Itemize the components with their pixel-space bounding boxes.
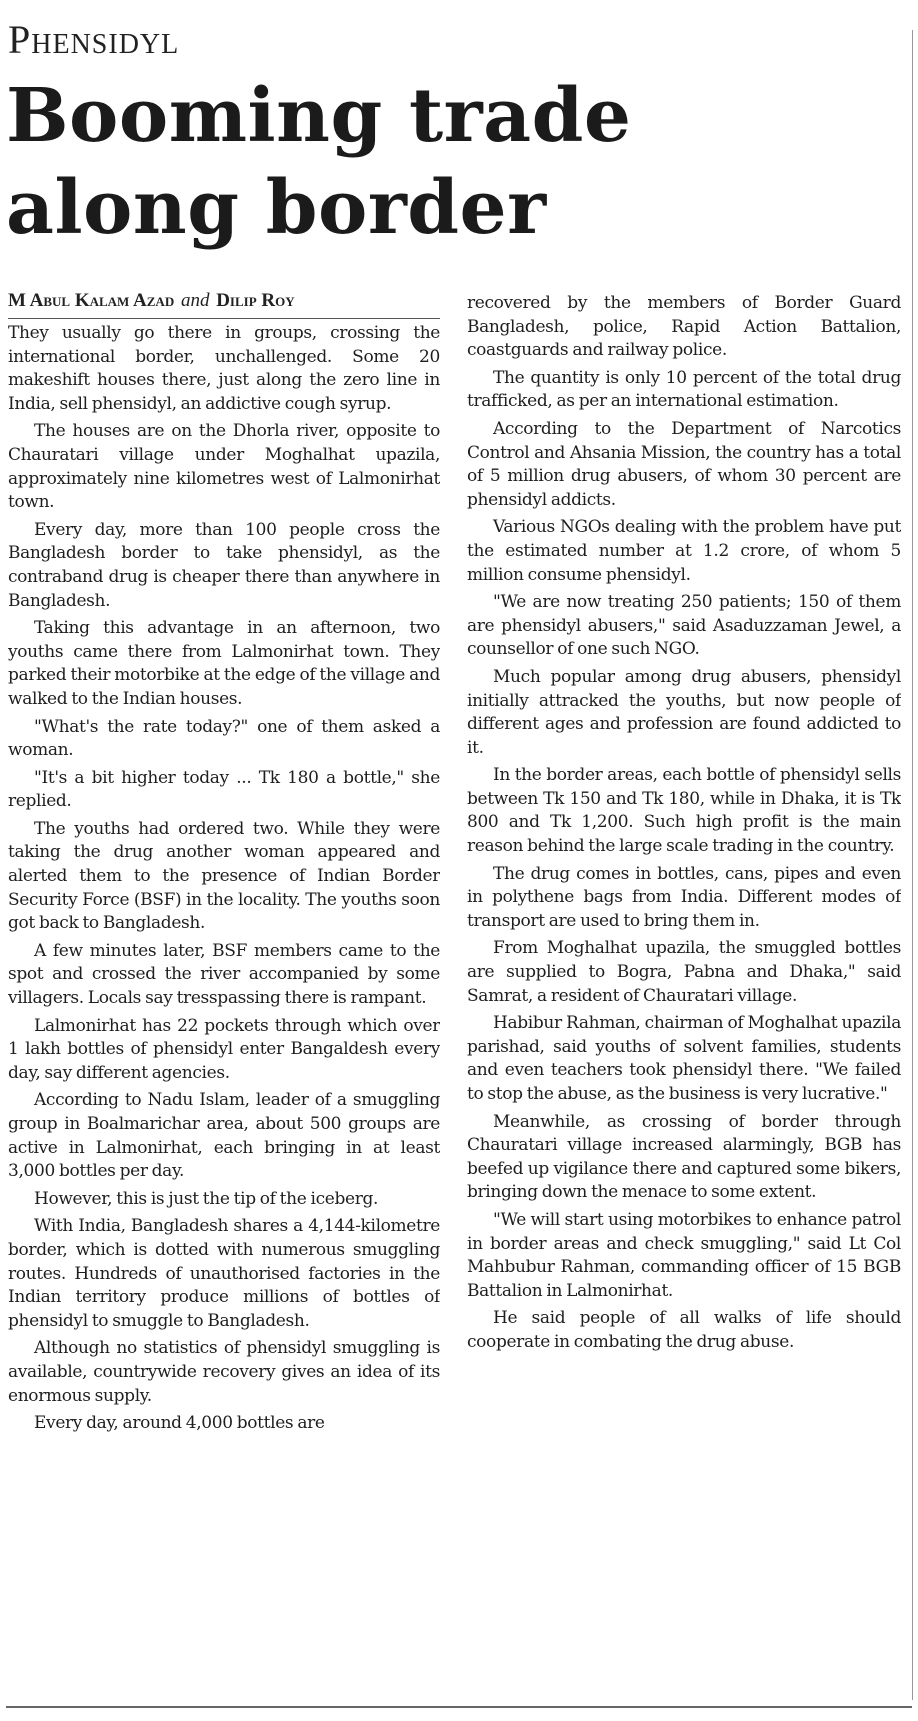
- paragraph: A few minutes later, BSF members came to the spot and crossed the river accompanied by some villagers. Locals say tresspassing there is rampant.: [8, 940, 440, 1009]
- paragraph: Various NGOs dealing with the problem have put the estimated number at 1.2 crore, of whom 5 million consume phensidyl.: [467, 517, 901, 585]
- paragraph: Although no statistics of phensidyl smuggling is available, countrywide recovery gives an idea of its enormous supply.: [8, 1338, 440, 1406]
- paragraph: The drug comes in bottles, cans, pipes and even in polythene bags from India. Different modes of transport are used to bring them in.: [467, 863, 901, 931]
- paragraph: With India, Bangladesh shares a 4,144-kilometre border, which is dotted with numerous smuggling routes. Hundreds of unauthorised factories in the Indian territory produce millions of bottles of phensidyl to smuggle to Bangladesh.: [8, 1216, 440, 1331]
- paragraph: The quantity is only 10 percent of the total drug trafficked, as per an international estimation.: [467, 367, 901, 412]
- paragraph: He said people of all walks of life should cooperate in combating the drug abuse.: [467, 1308, 901, 1352]
- paragraph: Taking this advantage in an afternoon, two youths came there from Lalmonirhat town. They parked their motorbike at the edge of the village and walked to the Indian houses.: [8, 618, 440, 709]
- paragraph: "It's a bit higher today ... Tk 180 a bottle," she replied.: [8, 767, 440, 812]
- paragraph: They usually go there in groups, crossing the international border, unchallenged. Some 20 makeshift houses there, just along the zero line in India, sell phensidyl, an addictive cough syrup.: [8, 323, 440, 414]
- paragraph: Meanwhile, as crossing of border through Chauratari village increased alarmingly, BGB has beefed up vigilance there and captured some bikers, bringing down the menace to some extent.: [467, 1111, 901, 1203]
- paragraph: "We are now treating 250 patients; 150 of them are phensidyl abusers," said Asaduzzaman Jewel, a counsellor of one such NGO.: [467, 592, 901, 660]
- paragraph: Lalmonirhat has 22 pockets through which over 1 lakh bottles of phensidyl enter Bangaldesh every day, say different agencies.: [8, 1015, 440, 1083]
- article-column-left: [8, 322, 440, 1697]
- byline-author-2: Dilip Roy: [216, 290, 295, 311]
- bottom-rule: [6, 1706, 912, 1708]
- paragraph: However, this is just the tip of the iceberg.: [34, 1188, 379, 1209]
- paragraph: In the border areas, each bottle of phensidyl sells between Tk 150 and Tk 180, while in Dhaka, it is Tk 800 and Tk 1,200. Such high profit is the main reason behind the large scale trading in the country.: [467, 765, 901, 857]
- column-rule-right: [912, 30, 913, 1700]
- paragraph: From Moghalhat upazila, the smuggled bottles are supplied to Bogra, Pabna and Dhaka," said Samrat, a resident of Chauratari village.: [467, 938, 901, 1006]
- paragraph: Much popular among drug abusers, phensidyl initially attracked the youths, but now people of different ages and profession are found addicted to it.: [467, 666, 901, 758]
- paragraph: The houses are on the Dhorla river, opposite to Chauratari village under Moghalhat upazila, approximately nine kilometres west of Lalmonirhat town.: [8, 421, 440, 513]
- kicker: Phensidyl: [8, 17, 180, 62]
- paragraph: "What's the rate today?" one of them asked a woman.: [8, 716, 440, 761]
- paragraph: "We will start using motorbikes to enhance patrol in border areas and check smuggling," said Lt Col Mahbubur Rahman, commanding officer of 15 BGB Battalion in Lalmonirhat.: [467, 1209, 901, 1301]
- paragraph-continuation: recovered by the members of Border Guard Bangladesh, police, Rapid Action Battalion, coastguards and railway police.: [467, 293, 901, 361]
- byline-author-1: M Abul Kalam Azad: [8, 290, 175, 311]
- paragraph: Every day, around 4,000 bottles are: [34, 1413, 325, 1434]
- byline: [8, 290, 440, 319]
- paragraph: According to the Department of Narcotics Control and Ahsania Mission, the country has a total of 5 million drug abusers, of whom 30 percent are phensidyl addicts.: [467, 418, 901, 510]
- article-column-right: [467, 292, 901, 1692]
- paragraph: According to Nadu Islam, leader of a smuggling group in Boalmarichar area, about 500 groups are active in Lalmonirhat, each bringing in at least 3,000 bottles per day.: [8, 1090, 440, 1182]
- paragraph: Every day, more than 100 people cross the Bangladesh border to take phensidyl, as the contraband drug is cheaper there than anywhere in Bangladesh.: [8, 519, 440, 611]
- byline-conjunction: and: [180, 290, 210, 311]
- headline: Booming trade along border: [6, 73, 632, 251]
- paragraph: The youths had ordered two. While they were taking the drug another woman appeared and alerted them to the presence of Indian Border Security Force (BSF) in the locality. The youths soon got back to Bangladesh.: [8, 818, 440, 934]
- paragraph: Habibur Rahman, chairman of Moghalhat upazila parishad, said youths of solvent families, students and even teachers took phensidyl there. "We failed to stop the abuse, as the business is very lucrative.": [467, 1013, 901, 1104]
